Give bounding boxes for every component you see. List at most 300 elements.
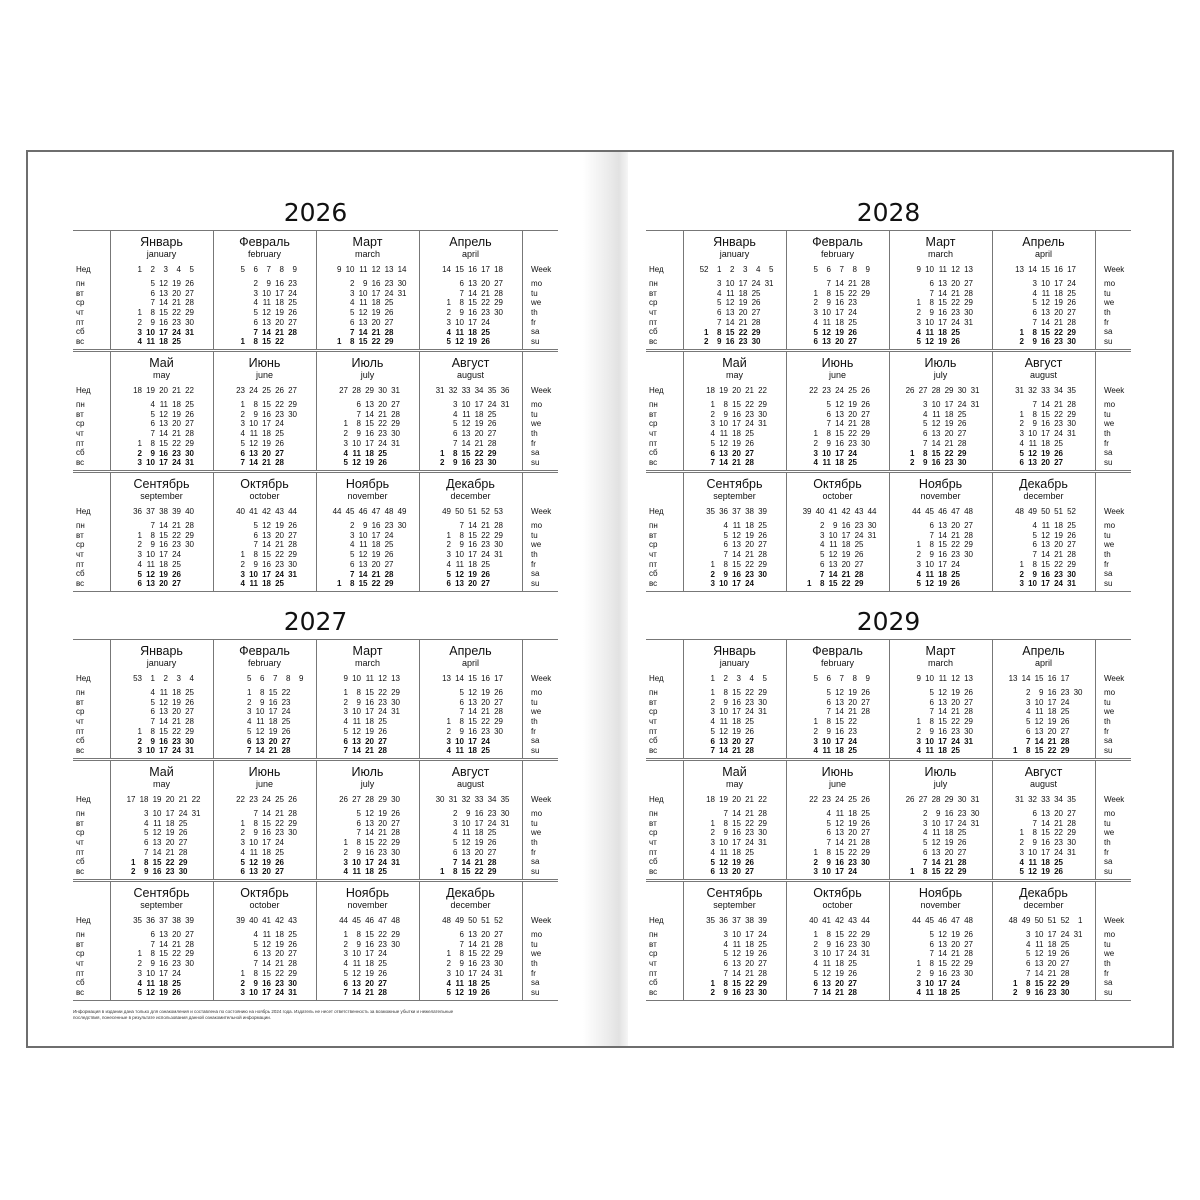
day-number: 27 xyxy=(391,400,400,409)
day-number: 22 xyxy=(481,298,490,308)
weekday-label: вт xyxy=(76,530,84,540)
day-number: 9 xyxy=(929,726,934,736)
day-number: 25 xyxy=(1054,857,1063,867)
day-number: 27 xyxy=(751,308,761,318)
day-number: 20 xyxy=(1054,308,1063,318)
day-number: 17 xyxy=(1054,279,1063,288)
day-number: 12 xyxy=(1028,867,1037,877)
day-number: 14 xyxy=(352,746,361,756)
day-number: 9 xyxy=(363,521,368,530)
day-number: 7 xyxy=(1026,736,1031,746)
day-number: 15 xyxy=(159,308,168,318)
month-december xyxy=(419,472,522,591)
day-number: 16 xyxy=(1047,688,1057,697)
day-number: 3 xyxy=(343,949,348,959)
day-number: 4 xyxy=(820,540,825,550)
month-name-en: july xyxy=(360,779,375,789)
day-number: 2 xyxy=(710,697,715,707)
weekday-label: sa xyxy=(531,736,540,746)
month-august xyxy=(419,351,522,470)
week-label-ru: Нед xyxy=(76,507,91,516)
weekday-label: we xyxy=(1104,949,1115,959)
day-number: 4 xyxy=(826,809,831,818)
day-number: 15 xyxy=(262,400,271,409)
day-number: 13 xyxy=(719,448,728,458)
day-number: 12 xyxy=(262,939,271,949)
day-number: 19 xyxy=(944,838,954,848)
day-number: 5 xyxy=(253,308,258,318)
day-number: 4 xyxy=(253,298,258,308)
day-number: 26 xyxy=(288,939,297,949)
week-label-ru: Нед xyxy=(649,674,664,683)
day-number: 27 xyxy=(964,521,973,530)
day-number: 11 xyxy=(249,847,258,857)
day-number: 28 xyxy=(745,458,754,468)
day-number: 18 xyxy=(371,298,381,308)
day-number: 24 xyxy=(172,327,181,337)
day-number: 2 xyxy=(343,429,348,439)
day-number: 2 xyxy=(240,409,245,419)
weekday-label: su xyxy=(531,988,540,998)
day-number: 5 xyxy=(1032,298,1037,308)
day-number: 29 xyxy=(1067,409,1076,419)
day-number: 27 xyxy=(185,288,194,298)
weekday-label: tu xyxy=(1104,288,1111,298)
week-number: 38 xyxy=(172,916,181,925)
day-number: 26 xyxy=(745,726,754,736)
day-number: 3 xyxy=(916,736,921,746)
day-number: 8 xyxy=(929,298,934,308)
day-number: 16 xyxy=(262,409,271,419)
day-number: 30 xyxy=(1060,988,1070,998)
day-number: 5 xyxy=(717,298,722,308)
day-number: 30 xyxy=(758,988,767,998)
day-number: 19 xyxy=(1054,530,1063,540)
month-name-en: march xyxy=(927,249,953,259)
weekday-label: fr xyxy=(531,968,536,978)
weekday-label: вт xyxy=(76,288,84,298)
day-number: 20 xyxy=(365,978,374,988)
day-number: 2 xyxy=(916,308,921,318)
day-number: 19 xyxy=(835,968,844,978)
day-number: 20 xyxy=(159,579,168,589)
day-number: 19 xyxy=(159,569,168,579)
week-number: 9 xyxy=(916,265,921,274)
day-number: 5 xyxy=(916,579,921,589)
day-number: 31 xyxy=(1073,930,1083,939)
day-number: 31 xyxy=(1067,847,1076,857)
day-number: 23 xyxy=(944,458,954,468)
day-number: 22 xyxy=(275,968,284,978)
day-number: 12 xyxy=(725,298,735,308)
day-number: 1 xyxy=(813,847,818,857)
day-number: 14 xyxy=(1041,400,1050,409)
day-number: 12 xyxy=(719,438,728,448)
day-number: 8 xyxy=(923,448,928,458)
week-number: 52 xyxy=(481,507,490,516)
month-name-en: july xyxy=(933,779,948,789)
day-number: 10 xyxy=(262,288,271,298)
month-name-en: june xyxy=(255,779,273,789)
day-number: 15 xyxy=(732,978,741,988)
day-number: 18 xyxy=(841,540,851,550)
divider-bottom xyxy=(73,1000,558,1001)
weekday-labels-en xyxy=(1094,881,1131,1000)
day-number: 30 xyxy=(397,521,407,530)
column-divider xyxy=(1095,472,1096,591)
day-number: 4 xyxy=(1019,438,1024,448)
day-number: 25 xyxy=(185,688,194,697)
day-number: 10 xyxy=(255,707,265,717)
day-number: 29 xyxy=(391,419,400,429)
day-number: 23 xyxy=(481,726,490,736)
day-number: 13 xyxy=(468,279,477,288)
week-number: 37 xyxy=(732,916,741,925)
day-number: 19 xyxy=(745,949,754,959)
weekday-labels-ru xyxy=(73,881,110,1000)
day-number: 19 xyxy=(732,857,741,867)
week-number: 42 xyxy=(841,507,851,516)
day-number: 11 xyxy=(719,429,728,439)
day-number: 4 xyxy=(253,930,258,939)
day-number: 25 xyxy=(1060,707,1070,717)
month-name-en: june xyxy=(828,779,846,789)
day-number: 4 xyxy=(446,746,451,756)
day-number: 4 xyxy=(710,429,715,439)
day-number: 28 xyxy=(288,327,297,337)
day-number: 20 xyxy=(371,559,381,569)
day-number: 18 xyxy=(468,746,477,756)
week-number: 47 xyxy=(951,507,960,516)
week-number: 14 xyxy=(442,265,451,274)
day-number: 21 xyxy=(1054,400,1063,409)
day-number: 17 xyxy=(275,288,284,298)
week-number: 49 xyxy=(1028,507,1037,516)
weekday-label: sa xyxy=(531,857,540,867)
day-number: 1 xyxy=(446,530,451,540)
day-number: 24 xyxy=(751,279,761,288)
day-number: 11 xyxy=(352,717,361,727)
day-number: 17 xyxy=(365,857,374,867)
day-number: 27 xyxy=(745,448,754,458)
day-number: 6 xyxy=(459,279,464,288)
day-number: 1 xyxy=(1013,978,1018,988)
day-number: 25 xyxy=(848,746,857,756)
day-number: 27 xyxy=(861,697,870,707)
day-number: 20 xyxy=(275,317,284,327)
weekday-label: ср xyxy=(76,298,85,308)
day-number: 11 xyxy=(829,540,838,550)
day-number: 28 xyxy=(494,939,503,949)
day-number: 5 xyxy=(240,857,245,867)
day-number: 22 xyxy=(944,448,954,458)
week-number: 35 xyxy=(706,507,715,516)
month-january xyxy=(683,230,786,349)
day-number: 21 xyxy=(371,327,381,337)
day-number: 19 xyxy=(732,438,741,448)
day-number: 2 xyxy=(131,867,136,877)
day-number: 14 xyxy=(159,521,168,530)
year-grid xyxy=(73,230,558,592)
month-name-ru: Февраль xyxy=(239,644,290,658)
day-number: 16 xyxy=(461,458,471,468)
day-number: 15 xyxy=(262,968,271,978)
day-number: 15 xyxy=(159,726,168,736)
day-number: 9 xyxy=(356,697,361,707)
day-number: 23 xyxy=(481,308,490,318)
day-number: 5 xyxy=(446,337,451,347)
weekday-label: сб xyxy=(76,736,85,746)
day-number: 20 xyxy=(172,930,181,939)
day-number: 1 xyxy=(710,400,715,409)
day-number: 1 xyxy=(813,288,818,298)
day-number: 31 xyxy=(191,809,201,818)
day-number: 25 xyxy=(275,429,284,439)
week-number: 29 xyxy=(378,795,387,804)
day-number: 9 xyxy=(453,458,458,468)
day-number: 19 xyxy=(172,697,181,707)
weekday-label: fr xyxy=(1104,317,1109,327)
day-number: 13 xyxy=(835,828,844,838)
week-number: 41 xyxy=(249,507,258,516)
day-number: 30 xyxy=(178,867,188,877)
day-number: 7 xyxy=(253,327,258,337)
day-number: 3 xyxy=(916,559,921,569)
day-number: 21 xyxy=(745,550,754,560)
day-number: 24 xyxy=(275,988,284,998)
day-number: 12 xyxy=(719,857,728,867)
month-name-en: september xyxy=(140,900,183,910)
day-number: 20 xyxy=(474,847,484,857)
day-number: 20 xyxy=(745,540,754,550)
day-number: 31 xyxy=(500,400,510,409)
week-label-ru: Нед xyxy=(76,386,91,395)
day-number: 30 xyxy=(758,569,767,579)
day-number: 13 xyxy=(732,540,741,550)
weekday-label: we xyxy=(1104,298,1115,308)
day-number: 3 xyxy=(350,288,355,298)
day-number: 10 xyxy=(455,317,464,327)
weekday-label: th xyxy=(531,308,538,318)
day-number: 18 xyxy=(944,828,954,838)
day-number: 8 xyxy=(826,288,831,298)
day-number: 13 xyxy=(835,409,844,419)
day-number: 6 xyxy=(826,409,831,419)
day-number: 10 xyxy=(358,530,368,540)
month-april xyxy=(419,230,522,349)
day-number: 21 xyxy=(378,409,387,419)
day-number: 25 xyxy=(487,828,497,838)
day-number: 14 xyxy=(468,707,477,717)
week-number: 34 xyxy=(487,795,497,804)
day-number: 21 xyxy=(165,847,175,857)
day-number: 14 xyxy=(468,288,477,298)
weekday-label: пн xyxy=(649,688,658,697)
day-number: 18 xyxy=(262,847,271,857)
day-number: 28 xyxy=(1067,550,1076,560)
day-number: 10 xyxy=(461,818,471,828)
day-number: 19 xyxy=(275,521,284,530)
week-number: 5 xyxy=(762,674,767,683)
month-april xyxy=(992,639,1095,758)
day-number: 9 xyxy=(363,279,368,288)
weekday-list-ru xyxy=(649,400,658,468)
divider-bottom xyxy=(73,591,558,592)
day-number: 21 xyxy=(1054,818,1063,828)
weekday-list-en xyxy=(531,279,542,347)
week-label-en: Week xyxy=(1104,674,1125,683)
day-number: 28 xyxy=(288,959,297,969)
day-number: 30 xyxy=(861,438,870,448)
day-number: 18 xyxy=(835,746,844,756)
day-number: 2 xyxy=(343,847,348,857)
day-number: 11 xyxy=(146,337,155,347)
day-number: 30 xyxy=(185,540,194,550)
day-number: 26 xyxy=(288,308,297,318)
day-number: 17 xyxy=(938,736,947,746)
day-number: 9 xyxy=(466,809,471,818)
day-number: 25 xyxy=(848,959,857,969)
day-number: 7 xyxy=(150,521,155,530)
week-number: 10 xyxy=(352,674,361,683)
day-number: 3 xyxy=(343,857,348,867)
day-number: 13 xyxy=(365,818,374,828)
week-number: 33 xyxy=(474,795,484,804)
day-number: 12 xyxy=(931,419,941,429)
week-number: 42 xyxy=(275,916,284,925)
day-number: 1 xyxy=(813,717,818,727)
day-number: 11 xyxy=(1041,521,1050,530)
day-number: 4 xyxy=(723,939,728,949)
day-number: 29 xyxy=(758,559,767,569)
day-number: 2 xyxy=(137,448,142,458)
day-number: 28 xyxy=(964,949,973,959)
day-number: 23 xyxy=(848,726,857,736)
column-divider xyxy=(522,472,523,591)
day-number: 30 xyxy=(751,337,761,347)
weekday-label: вт xyxy=(76,409,84,419)
day-number: 6 xyxy=(144,838,149,848)
day-number: 25 xyxy=(481,327,490,337)
weekday-label: чт xyxy=(76,959,84,969)
day-number: 27 xyxy=(1060,959,1070,969)
weekday-list-ru xyxy=(649,688,658,756)
divider-bottom xyxy=(73,470,558,471)
day-number: 18 xyxy=(745,521,754,530)
day-number: 28 xyxy=(861,707,870,717)
week-number: 26 xyxy=(288,795,297,804)
column-divider xyxy=(1095,881,1096,1000)
day-number: 23 xyxy=(745,569,754,579)
week-number: 20 xyxy=(159,386,168,395)
day-number: 1 xyxy=(343,688,348,697)
day-number: 4 xyxy=(137,559,142,569)
day-number: 30 xyxy=(861,857,870,867)
day-number: 17 xyxy=(468,968,477,978)
day-number: 6 xyxy=(459,930,464,939)
day-number: 7 xyxy=(150,717,155,727)
day-number: 5 xyxy=(253,939,258,949)
day-number: 11 xyxy=(835,809,844,818)
week-number: 3 xyxy=(743,265,748,274)
week-number: 22 xyxy=(809,386,818,395)
day-number: 2 xyxy=(1019,419,1024,429)
day-number: 13 xyxy=(931,847,941,857)
week-number: 1 xyxy=(1078,916,1083,925)
weekday-label: we xyxy=(531,707,542,717)
week-number: 32 xyxy=(1028,386,1037,395)
day-number: 24 xyxy=(178,809,188,818)
day-number: 23 xyxy=(1047,988,1057,998)
day-number: 13 xyxy=(352,736,361,746)
day-number: 15 xyxy=(828,579,838,589)
day-number: 3 xyxy=(1019,847,1024,857)
day-number: 13 xyxy=(159,419,168,429)
day-number: 9 xyxy=(459,726,464,736)
day-number: 9 xyxy=(929,968,934,978)
day-number: 8 xyxy=(356,419,361,429)
day-number: 17 xyxy=(365,438,374,448)
day-number: 1 xyxy=(343,838,348,848)
day-number: 16 xyxy=(159,317,168,327)
day-number: 31 xyxy=(288,988,297,998)
month-name-ru: Июнь xyxy=(248,356,281,370)
month-name-en: october xyxy=(822,491,853,501)
day-number: 19 xyxy=(159,988,168,998)
day-number: 26 xyxy=(172,569,181,579)
week-number: 18 xyxy=(494,265,503,274)
week-label-en: Week xyxy=(1104,265,1125,274)
day-number: 13 xyxy=(358,317,368,327)
month-september xyxy=(110,881,213,1000)
day-number: 29 xyxy=(185,308,194,318)
day-number: 26 xyxy=(758,530,767,540)
week-number: 35 xyxy=(487,386,497,395)
day-number: 22 xyxy=(745,818,754,828)
week-number: 10 xyxy=(925,265,934,274)
day-number: 11 xyxy=(146,559,155,569)
day-number: 15 xyxy=(468,298,477,308)
day-number: 5 xyxy=(150,279,155,288)
day-number: 7 xyxy=(253,959,258,969)
day-number: 27 xyxy=(745,867,754,877)
day-number: 2 xyxy=(343,939,348,949)
day-number: 23 xyxy=(951,726,960,736)
weekday-label: we xyxy=(531,419,542,429)
quarter-row xyxy=(73,351,558,471)
day-number: 9 xyxy=(929,550,934,560)
day-number: 10 xyxy=(931,818,941,828)
day-number: 17 xyxy=(474,400,484,409)
day-number: 7 xyxy=(459,707,464,717)
weekday-label: чт xyxy=(76,429,84,439)
day-number: 20 xyxy=(1054,540,1063,550)
week-number: 1 xyxy=(150,674,155,683)
week-number: 39 xyxy=(758,507,767,516)
weekday-label: пн xyxy=(649,279,658,288)
day-number: 11 xyxy=(352,448,361,458)
day-number: 26 xyxy=(951,579,960,589)
day-number: 7 xyxy=(343,988,348,998)
day-number: 7 xyxy=(247,746,252,756)
day-number: 6 xyxy=(1032,809,1037,818)
day-number: 9 xyxy=(150,317,155,327)
day-number: 11 xyxy=(262,298,271,308)
weekday-label: th xyxy=(531,429,538,439)
day-number: 21 xyxy=(268,746,278,756)
day-number: 2 xyxy=(1019,569,1024,579)
weekday-label: чт xyxy=(649,308,657,318)
